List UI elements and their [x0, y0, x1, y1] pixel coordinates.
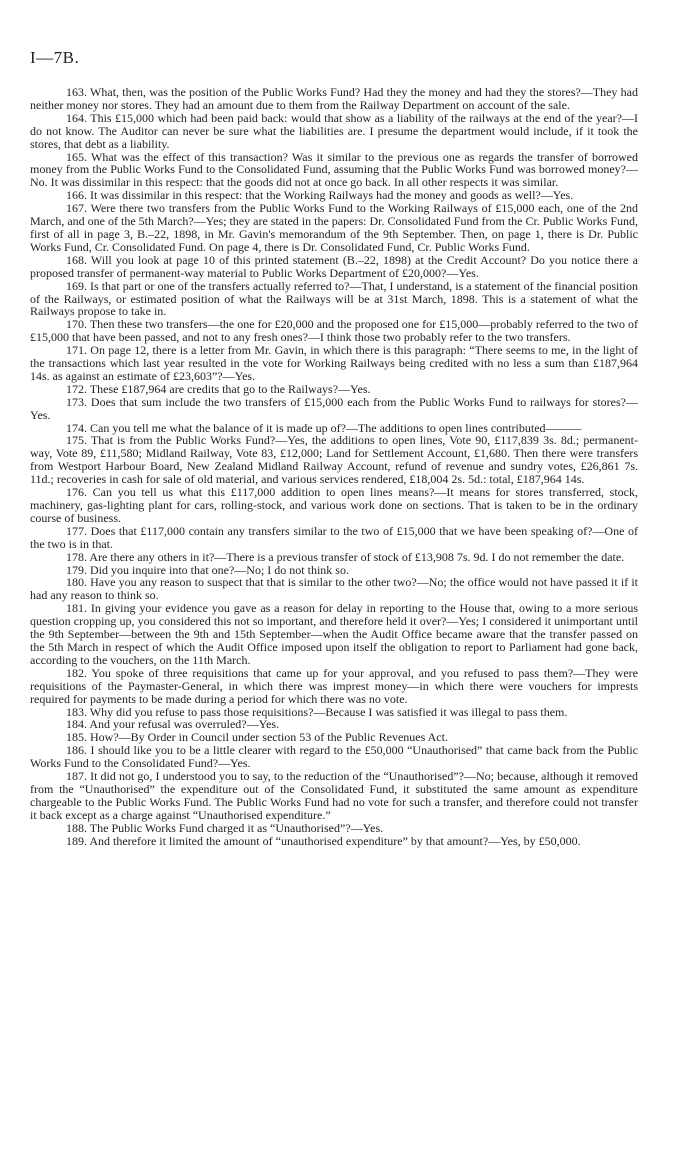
question-172: 172. These £187,964 are credits that go to the Railways?—Yes. — [66, 381, 371, 396]
question-165: 165. What was the effect of this transaction? Was it similar to the previous one as regards the transfer of borrowed money from the Public Works Fund to the Consolidated Fund, assuming that the Public Works Fund was borrowed money?—No. It was dissimilar in this respect: that the goods did not at once go back. In all other respects it was similar. — [30, 149, 638, 190]
question-171: 171. On page 12, there is a letter from Mr. Gavin, in which there is this paragraph: “There seems to me, in the light of the transactions which last year resulted in the vote for Working Railways being credited with no less a sum than £187,964 14s. as against an estimate of £23,603”?—Yes. — [30, 343, 638, 383]
page-reference: I—7B. — [30, 48, 80, 67]
question-166: 166. It was dissimilar in this respect: that the Working Railways had the money and goods as well?—Yes. — [66, 188, 574, 203]
question-163: 163. What, then, was the position of the Public Works Fund? Had they the money and had they the stores?—They had neither money nor stores. They had an amount due to them from the Railway Department on account of the sale. — [30, 85, 638, 112]
question-170: 170. Then these two transfers—the one for £20,000 and the proposed one for £15,000—probably referred to the two of £15,000 that have been passed, and not to any fresh ones?—I think those two probably refer to the two transfers. — [30, 317, 638, 345]
question-183: 183. Why did you refuse to pass those requisitions?—Because I was satisfied it was illegal to pass them. — [66, 704, 568, 719]
question-175: 175. That is from the Public Works Fund?—Yes, the additions to open lines, Vote 90, £117,839 3s. 8d.; permanent-way, Vote 89, £11,580; Midland Railway, Vote 83, £12,000; Land for Settlement Account, £1,680. Then there were transfers from Westport Harbour Board, New Zealand Midland Railway Account, refund of revenue and sundry votes, £26,861 7s. 11d.; recoveries in cash for sale of old material, and various services rendered, £18,004 2s. 5d.: total, £187,964 14s. — [30, 433, 638, 487]
question-189: 189. And therefore it limited the amount of “unauthorised expenditure” by that amount?—Yes, by £50,000. — [66, 833, 581, 848]
question-164: 164. This £15,000 which had been paid back: would that show as a liability of the railways at the end of the year?—I do not know. The Auditor can never be sure what the liabilities are. I presume the department would include, if it took the stores, that debt as a liability. — [30, 110, 638, 151]
question-184: 184. And your refusal was overruled?—Yes. — [66, 717, 280, 732]
question-178: 178. Are there any others in it?—There is a previous transfer of stock of £13,908 7s. 9d. I do not remember the date. — [66, 549, 625, 564]
question-181: 181. In giving your evidence you gave as a reason for delay in reporting to the House that, owing to a more serious question cropping up, you considered this not so important, and therefore held it over?—Yes; I considered it unimportant until the 9th September—between the 9th and 15th September—when the Audit Office became aware that the transfer passed on the 5th March in respect of which the Audit Office imposed upon itself the obligation to report to Parliament had gone back, according to the vouchers, on the 11th March. — [30, 601, 638, 667]
question-180: 180. Have you any reason to suspect that that is similar to the other two?—No; the office would not have passed it if it had any reason to think so. — [30, 575, 638, 603]
question-186: 186. I should like you to be a little clearer with regard to the £50,000 “Unauthorised” that came back from the Public Works Fund to the Consolidated Fund?—Yes. — [30, 743, 638, 771]
question-169: 169. Is that part or one of the transfers actually referred to?—That, I understand, is a statement of the financial position of the Railways, or estimated position of what the Railways will be at 31st March, 1898. This is a statement of what the Railways propose to take in. — [30, 278, 638, 319]
question-177: 177. Does that £117,000 contain any transfers similar to the two of £15,000 that we have been speaking of?—One of the two is in that. — [30, 523, 638, 551]
question-176: 176. Can you tell us what this £117,000 addition to open lines means?—It means for stores transferred, stock, machinery, gas-lighting plant for cars, rolling-stock, and various work done on sections. That is taken to be in the ordinary course of business. — [30, 485, 638, 525]
evidence-text — [30, 86, 638, 847]
question-168: 168. Will you look at page 10 of this printed statement (B.–22, 1898) at the Credit Account? Do you notice there a proposed transfer of permanent-way material to Public Works Department of £20,000?—Yes. — [30, 252, 638, 280]
question-188: 188. The Public Works Fund charged it as “Unauthorised”?—Yes. — [66, 820, 384, 835]
question-179: 179. Did you inquire into that one?—No; I do not think so. — [66, 562, 349, 577]
question-185: 185. How?—By Order in Council under section 53 of the Public Revenues Act. — [66, 730, 448, 745]
question-182: 182. You spoke of three requisitions that came up for your approval, and you refused to pass them?—They were requisitions of the Paymaster-General, in which there was imprest money—in which there were vouchers for imprests required for payments to be made during a period for which there was no vote. — [30, 665, 638, 706]
question-167: 167. Were there two transfers from the Public Works Fund to the Working Railways of £15,000 each, one of the 2nd March, and one of the 5th March?—Yes; they are stated in the papers: Dr. Consolidated Fund from the Cr. Public Works Fund, first of all in page 3, B.–22, 1898, in Mr. Gavin's memorandum of the 9th September. Then, on page 1, there is Dr. Public Works Fund, Cr. Consolidated Fund. On page 4, there is Dr. Consolidated Fund, Cr. Public Works Fund. — [30, 201, 638, 254]
question-187: 187. It did not go, I understood you to say, to the reduction of the “Unauthorised”?—No; because, although it removed from the “Unauthorised” the expenditure out of the Consolidated Fund, it substituted the same amount as expenditure chargeable to the Public Works Fund. The Public Works Fund had no vote for such a transfer, and therefore could not transfer it back except as a charge against “Unauthorised expenditure.” — [30, 769, 638, 822]
question-174: 174. Can you tell me what the balance of it is made up of?—The additions to open lines contributed——— — [66, 420, 582, 435]
question-173: 173. Does that sum include the two transfers of £15,000 each from the Public Works Fund to railways for stores?—Yes. — [30, 394, 638, 422]
